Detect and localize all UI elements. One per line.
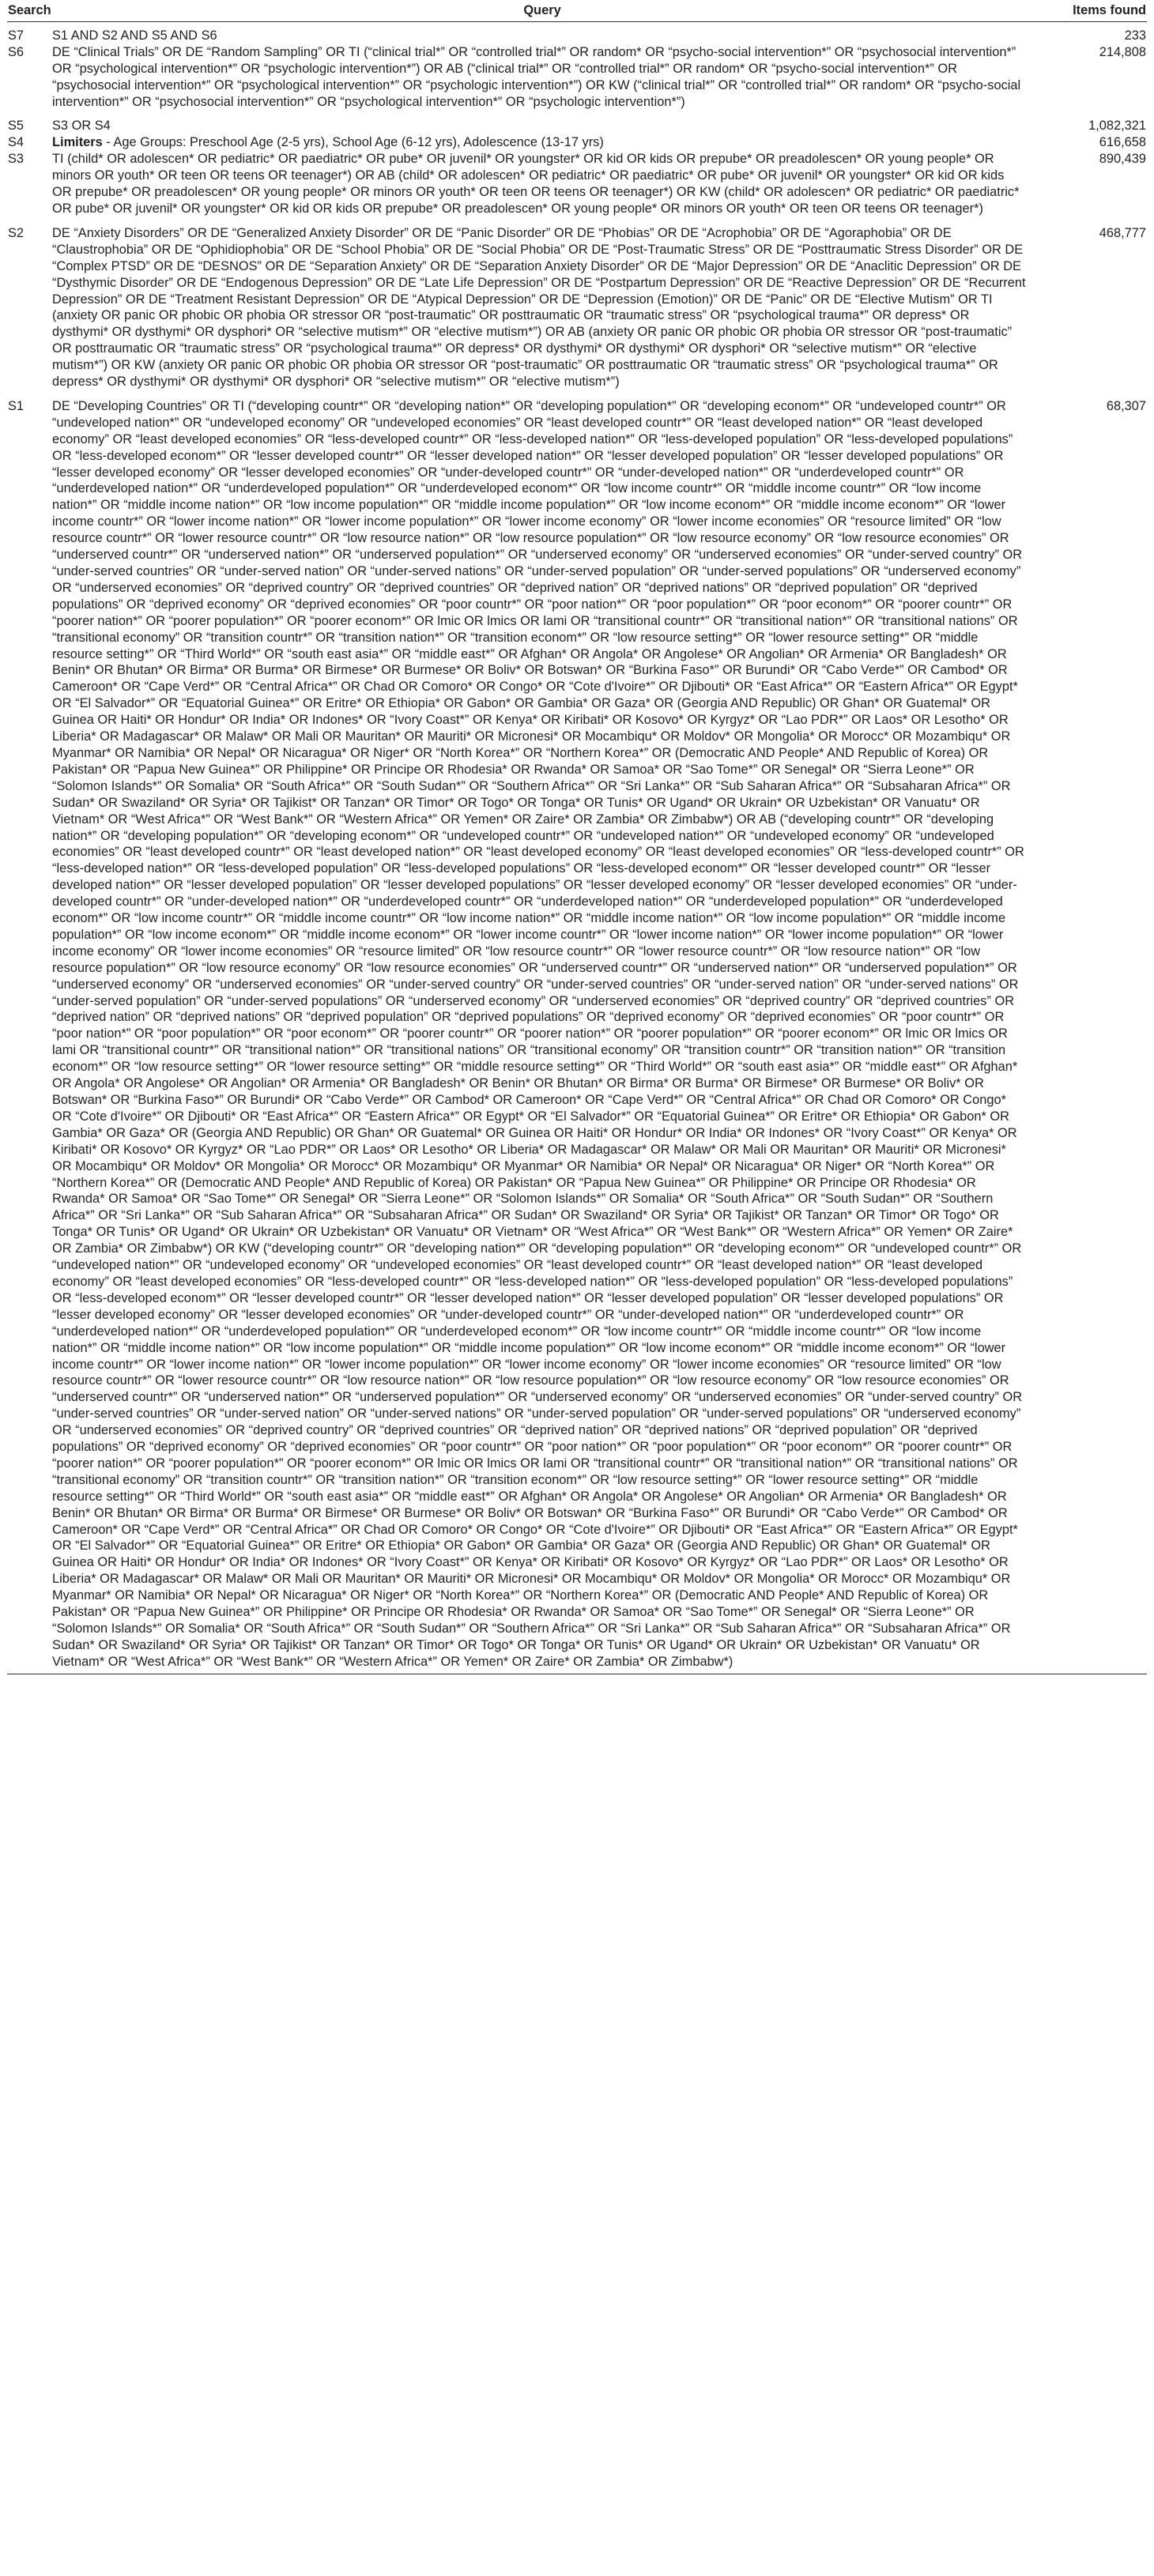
search-id: S4: [8, 135, 25, 150]
limiters-label: Limiters: [52, 135, 103, 150]
search-strategy-table: [7, 0, 1147, 1674]
table-row-s5: [7, 110, 1147, 134]
table-header: [7, 0, 1147, 21]
query-text: - Age Groups: Preschool Age (2-5 yrs), School Age (6-12 yrs), Adolescence (13-17 yrs): [102, 135, 604, 150]
query-cell: [52, 134, 1032, 151]
header-search: Search: [7, 0, 52, 21]
query-text: DE “Clinical Trials” OR DE “Random Sampling” OR TI (“clinical trial*” OR “controlled trial*” OR random* OR “psycho-social intervention*” OR “psychosocial intervention*” OR “psychological intervention*” OR “psychologic intervention*”) OR AB (“clinical trial*” OR “controlled trial*” OR random* OR “psycho-social intervention*” OR “psychosocial intervention*” OR “psychological intervention*” OR “psychologic intervention*”) OR KW (“clinical trial*” OR “controlled trial*” OR random* OR “psycho-social intervention*” OR “psychosocial intervention*” OR “psychological intervention*” OR “psychologic intervention*”): [52, 44, 1021, 109]
table-row-s7: [7, 21, 1147, 43]
items-count: 233: [1124, 28, 1146, 43]
query-text: DE “Developing Countries” OR TI (“developing countr*” OR “developing nation*” OR “developing population*” OR “developing econom*” OR “undeveloped countr*” OR “undeveloped nation*” OR “undeveloped economy” OR “undeveloped economies” OR “least developed countr*” OR “least developed nation*” OR “least developed economy” OR “least developed economies” OR “less-developed countr*” OR “less-developed nation*” OR “less-developed population” OR “less-developed populations” OR “less-developed econom*” OR “lesser developed countr*” OR “lesser developed nation*” OR “lesser developed population” OR “lesser developed populations” OR “lesser developed economy” OR “lesser developed economies” OR “under-developed countr*” OR “under-developed nation*” OR “underdeveloped countr*” OR “underdeveloped nation*” OR “underdeveloped population*” OR “underdeveloped econom*” OR “low income countr*” OR “middle income countr*” OR “low income nation*” OR “middle income nation*” OR “low income population*” OR “middle income population*” OR “low income econom*” OR “middle income econom*” OR “lower income countr*” OR “lower income nation*” OR “lower income population*” OR “lower income economy” OR “lower income economies” OR “resource limited” OR “low resource countr*” OR “lower resource countr*” OR “low resource nation*” OR “low resource population*” OR “low resource economy” OR “low resource economies” OR “underserved countr*” OR “underserved nation*” OR “underserved population*” OR “underserved economy” OR “underserved economies” OR “under-served country” OR “under-served countries” OR “under-served nation” OR “under-served nations” OR “under-served population” OR “under-served populations” OR “underserved economy” OR “underserved economies” OR “deprived country” OR “deprived countries” OR “deprived nation” OR “deprived nations” OR “deprived population” OR “deprived populations” OR “deprived economy” OR “deprived economies” OR “poor countr*” OR “poor nation*” OR “poor population*” OR “poor econom*” OR “poorer countr*” OR “poorer nation*” OR “poorer population*” OR “poorer econom*” OR lmic OR lmics OR lami OR “transitional countr*” OR “transitional nation*” OR “transitional nations” OR “transitional economy” OR “transition countr*” OR “transition nation*” OR “transition econom*” OR “low resource setting*” OR “lower resource setting*” OR “middle resource setting*” OR “Third World*” OR “south east asia*” OR “middle east*” OR Afghan* OR Angola* OR Angolese* OR Angolian* OR Armenia* OR Bangladesh* OR Benin* OR Bhutan* OR Birma* OR Burma* OR Birmese* OR Burmese* OR Boliv* OR Botswan* OR “Burkina Faso*” OR Burundi* OR “Cabo Verde*” OR Cambod* OR Cameroon* OR “Cape Verd*” OR “Central Africa*” OR Chad OR Comoro* OR Congo* OR “Cote d'Ivoire*” OR Djibouti* OR “East Africa*” OR “Eastern Africa*” OR Egypt* OR “El Salvador*” OR “Equatorial Guinea*” OR Eritre* OR Ethiopia* OR Gabon* OR Gambia* OR Gaza* OR (Georgia AND Republic) OR Ghan* OR Guatemal* OR Guinea OR Haiti* OR Hondur* OR India* OR Indones* OR “Ivory Coast*” OR Kenya* OR Kiribati* OR Kosovo* OR Kyrgyz* OR “Lao PDR*” OR Laos* OR Lesotho* OR Liberia* OR Madagascar* OR Malaw* OR Mali OR Mauritan* OR Mauriti* OR Micronesi* OR Mocambiqu* OR Moldov* OR Mongolia* OR Morocc* OR Mozambiqu* OR Myanmar* OR Namibia* OR Nepal* OR Nicaragua* OR Niger* OR “North Korea*” OR “Northern Korea*” OR (Democratic AND People* AND Republic of Korea) OR Pakistan* OR “Papua New Guinea*” OR Philippine* OR Principe OR Rhodesia* OR Rwanda* OR Samoa* OR “Sao Tome*” OR Senegal* OR “Sierra Leone*” OR “Solomon Islands*” OR Somalia* OR “South Africa*” OR “South Sudan*” OR “Southern Africa*” OR “Sri Lanka*” OR “Sub Saharan Africa*” OR “Subsaharan Africa*” OR Sudan* OR Swaziland* OR Syria* OR Tajikist* OR Tanzan* OR Timor* OR Togo* OR Tonga* OR Tunis* OR Ugand* OR Ukrain* OR Uzbekistan* OR Vanuatu* OR Vietnam* OR “West Africa*” OR “West Bank*” OR “Western Africa*” OR Yemen* OR Zaire* OR Zambia* OR Zimbabw*) OR AB (“developing countr*” OR “developing nation*” OR “developing population*” OR “developing econom*” OR “undeveloped countr*” OR “undeveloped nation*” OR “undeveloped economy” OR “undeveloped economies” OR “least developed countr*” OR “least developed nation*” OR “least developed economy” OR “least developed economies” OR “less-developed countr*” OR “less-developed nation*” OR “less-developed population” OR “less-developed populations” OR “less-developed econom*” OR “lesser developed countr*” OR “lesser developed nation*” OR “lesser developed population” OR “lesser developed populations” OR “lesser developed economy” OR “lesser developed economies” OR “under-developed countr*” OR “under-developed nation*” OR “underdeveloped countr*” OR “underdeveloped nation*” OR “underdeveloped population*” OR “underdeveloped econom*” OR “low income countr*” OR “middle income countr*” OR “low income nation*” OR “middle income nation*” OR “low income population*” OR “middle income population*” OR “low income econom*” OR “middle income econom*” OR “lower income countr*” OR “lower income nation*” OR “lower income population*” OR “lower income economy” OR “lower income economies” OR “resource limited” OR “low resource countr*” OR “lower resource countr*” OR “low resource nation*” OR “low resource population*” OR “low resource economy” OR “low resource economies” OR “underserved countr*” OR “underserved nation*” OR “underserved population*” OR “underserved economy” OR “underserved economies” OR “under-served country” OR “under-served countries” OR “under-served nation” OR “under-served nations” OR “under-served population” OR “under-served populations” OR “underserved economy” OR “underserved economies” OR “deprived country” OR “deprived countries” OR “deprived nation” OR “deprived nations” OR “deprived population” OR “deprived populations” OR “deprived economy” OR “deprived economies” OR “poor countr*” OR “poor nation*” OR “poor population*” OR “poor econom*” OR “poorer countr*” OR “poorer nation*” OR “poorer population*” OR “poorer econom*” OR lmic OR lmics OR lami OR “transitional countr*” OR “transitional nation*” OR “transitional nations” OR “transitional economy” OR “transition countr*” OR “transition nation*” OR “transition econom*” OR “low resource setting*” OR “lower resource setting*” OR “middle resource setting*” OR “Third World*” OR “south east asia*” OR “middle east*” OR Afghan* OR Angola* OR Angolese* OR Angolian* OR Armenia* OR Bangladesh* OR Benin* OR Bhutan* OR Birma* OR Burma* OR Birmese* OR Burmese* OR Boliv* OR Botswan* OR “Burkina Faso*” OR Burundi* OR “Cabo Verde*” OR Cambod* OR Cameroon* OR “Cape Verd*” OR “Central Africa*” OR Chad OR Comoro* OR Congo* OR “Cote d'Ivoire*” OR Djibouti* OR “East Africa*” OR “Eastern Africa*” OR Egypt* OR “El Salvador*” OR “Equatorial Guinea*” OR Eritre* OR Ethiopia* OR Gabon* OR Gambia* OR Gaza* OR (Georgia AND Republic) OR Ghan* OR Guatemal* OR Guinea OR Haiti* OR Hondur* OR India* OR Indones* OR “Ivory Coast*” OR Kenya* OR Kiribati* OR Kosovo* OR Kyrgyz* OR “Lao PDR*” OR Laos* OR Lesotho* OR Liberia* OR Madagascar* OR Malaw* OR Mali OR Mauritan* OR Mauriti* OR Micronesi* OR Mocambiqu* OR Moldov* OR Mongolia* OR Morocc* OR Mozambiqu* OR Myanmar* OR Namibia* OR Nepal* OR Nicaragua* OR Niger* OR “North Korea*” OR “Northern Korea*” OR (Democratic AND People* AND Republic of Korea) OR Pakistan* OR “Papua New Guinea*” OR Philippine* OR Principe OR Rhodesia* OR Rwanda* OR Samoa* OR “Sao Tome*” OR Senegal* OR “Sierra Leone*” OR “Solomon Islands*” OR Somalia* OR “South Africa*” OR “South Sudan*” OR “Southern Africa*” OR “Sri Lanka*” OR “Sub Saharan Africa*” OR “Subsaharan Africa*” OR Sudan* OR Swaziland* OR Syria* OR Tajikist* OR Tanzan* OR Timor* OR Togo* OR Tonga* OR Tunis* OR Ugand* OR Ukrain* OR Uzbekistan* OR Vanuatu* OR Vietnam* OR “West Africa*” OR “West Bank*” OR “Western Africa*” OR Yemen* OR Zaire* OR Zambia* OR Zimbabw*) OR KW (“developing countr*” OR “developing nation*” OR “developing population*” OR “developing econom*” OR “undeveloped countr*” OR “undeveloped nation*” OR “undeveloped economy” OR “undeveloped economies” OR “least developed countr*” OR “least developed nation*” OR “least developed economy” OR “least developed economies” OR “less-developed countr*” OR “less-developed nation*” OR “less-developed population” OR “less-developed populations” OR “less-developed econom*” OR “lesser developed countr*” OR “lesser developed nation*” OR “lesser developed population” OR “lesser developed populations” OR “lesser developed economy” OR “lesser developed economies” OR “under-developed countr*” OR “under-developed nation*” OR “underdeveloped countr*” OR “underdeveloped nation*” OR “underdeveloped population*” OR “underdeveloped econom*” OR “low income countr*” OR “middle income countr*” OR “low income nation*” OR “middle income nation*” OR “low income population*” OR “middle income population*” OR “low income econom*” OR “middle income econom*” OR “lower income countr*” OR “lower income nation*” OR “lower income population*” OR “lower income economy” OR “lower income economies” OR “resource limited” OR “low resource countr*” OR “lower resource countr*” OR “low resource nation*” OR “low resource population*” OR “low resource economy” OR “low resource economies” OR “underserved countr*” OR “underserved nation*” OR “underserved population*” OR “underserved economy” OR “underserved economies” OR “under-served country” OR “under-served countries” OR “under-served nation” OR “under-served nations” OR “under-served population” OR “under-served populations” OR “underserved economy” OR “underserved economies” OR “deprived country” OR “deprived countries” OR “deprived nation” OR “deprived nations” OR “deprived population” OR “deprived populations” OR “deprived economy” OR “deprived economies” OR “poor countr*” OR “poor nation*” OR “poor population*” OR “poor econom*” OR “poorer countr*” OR “poorer nation*” OR “poorer population*” OR “poorer econom*” OR lmic OR lmics OR lami OR “transitional countr*” OR “transitional nation*” OR “transitional nations” OR “transitional economy” OR “transition countr*” OR “transition nation*” OR “transition econom*” OR “low resource setting*” OR “lower resource setting*” OR “middle resource setting*” OR “Third World*” OR “south east asia*” OR “middle east*” OR Afghan* OR Angola* OR Angolese* OR Angolian* OR Armenia* OR Bangladesh* OR Benin* OR Bhutan* OR Birma* OR Burma* OR Birmese* OR Burmese* OR Boliv* OR Botswan* OR “Burkina Faso*” OR Burundi* OR “Cabo Verde*” OR Cambod* OR Cameroon* OR “Cape Verd*” OR “Central Africa*” OR Chad OR Comoro* OR Congo* OR “Cote d'Ivoire*” OR Djibouti* OR “East Africa*” OR “Eastern Africa*” OR Egypt* OR “El Salvador*” OR “Equatorial Guinea*” OR Eritre* OR Ethiopia* OR Gabon* OR Gambia* OR Gaza* OR (Georgia AND Republic) OR Ghan* OR Guatemal* OR Guinea OR Haiti* OR Hondur* OR India* OR Indones* OR “Ivory Coast*” OR Kenya* OR Kiribati* OR Kosovo* OR Kyrgyz* OR “Lao PDR*” OR Laos* OR Lesotho* OR Liberia* OR Madagascar* OR Malaw* OR Mali OR Mauritan* OR Mauriti* OR Micronesi* OR Mocambiqu* OR Moldov* OR Mongolia* OR Morocc* OR Mozambiqu* OR Myanmar* OR Namibia* OR Nepal* OR Nicaragua* OR Niger* OR “North Korea*” OR “Northern Korea*” OR (Democratic AND People* AND Republic of Korea) OR Pakistan* OR “Papua New Guinea*” OR Philippine* OR Principe OR Rhodesia* OR Rwanda* OR Samoa* OR “Sao Tome*” OR Senegal* OR “Sierra Leone*” OR “Solomon Islands*” OR Somalia* OR “South Africa*” OR “South Sudan*” OR “Southern Africa*” OR “Sri Lanka*” OR “Sub Saharan Africa*” OR “Subsaharan Africa*” OR Sudan* OR Swaziland* OR Syria* OR Tajikist* OR Tanzan* OR Timor* OR Togo* OR Tonga* OR Tunis* OR Ugand* OR Ukrain* OR Uzbekistan* OR Vanuatu* OR Vietnam* OR “West Africa*” OR “West Bank*” OR “Western Africa*” OR Yemen* OR Zaire* OR Zambia* OR Zimbabw*): [52, 390, 1032, 1674]
table-row-s1: [7, 390, 1147, 1674]
table-body: [7, 21, 1147, 1674]
query-text: DE “Anxiety Disorders” OR DE “Generalized Anxiety Disorder” OR DE “Panic Disorder” OR DE “Phobias” OR DE “Acrophobia” OR DE “Agoraphobia” OR DE “Claustrophobia” OR DE “Ophidiophobia” OR DE “School Phobia” OR DE “Social Phobia” OR DE “Post-Traumatic Stress” OR DE “Posttraumatic Stress Disorder” OR DE “Complex PTSD” OR DE “DESNOS” OR DE “Separation Anxiety” OR DE “Separation Anxiety Disorder” OR DE “Major Depression” OR DE “Anaclitic Depression” OR DE “Dysthymic Disorder” OR DE “Endogenous Depression” OR DE “Late Life Depression” OR DE “Postpartum Depression” OR DE “Reactive Depression” OR DE “Recurrent Depression” OR DE “Treatment Resistant Depression” OR DE “Atypical Depression” OR DE “Depression (Emotion)” OR DE “Panic” OR DE “Elective Mutism” OR TI (anxiety OR panic OR phobic OR phobia OR stressor OR “post-traumatic” OR posttraumatic OR “traumatic stress” OR “psychological trauma*” OR depress* OR dysthymi* OR dysthymi* OR dysphori* OR “selective mutism*” OR “elective mutism*”) OR AB (anxiety OR panic OR phobic OR phobia OR stressor OR “post-traumatic” OR posttraumatic OR “traumatic stress” OR “psychological trauma*” OR depress* OR dysthymi* OR dysthymi* OR dysphori* OR “selective mutism*” OR “elective mutism*”) OR KW (anxiety OR panic OR phobic OR phobia OR stressor OR “post-traumatic” OR posttraumatic OR “traumatic stress” OR “psychological trauma*” OR depress* OR dysthymi* OR dysthymi* OR dysphori* OR “selective mutism*” OR “elective mutism*”): [52, 225, 1026, 390]
search-id: S7: [8, 28, 25, 43]
search-id: S2: [8, 225, 25, 240]
items-count: 68,307: [1032, 390, 1147, 1674]
table-row-s3: [7, 151, 1147, 217]
items-count: 616,658: [1099, 135, 1146, 150]
table-row-s2: [7, 217, 1147, 390]
query-text: S1 AND S2 AND S5 AND S6: [52, 28, 217, 43]
search-id: S1: [7, 390, 52, 1674]
query-text: S3 OR S4: [52, 119, 111, 134]
table-row-s6: [7, 44, 1147, 111]
items-count: 1,082,321: [1088, 119, 1146, 134]
items-count: 214,808: [1099, 44, 1146, 59]
header-row: [7, 0, 1147, 21]
query-text: TI (child* OR adolescen* OR pediatric* OR paediatric* OR pube* OR juvenil* OR youngster* OR kid OR kids OR prepube* OR preadolescen* OR young people* OR minors OR youth* OR teen OR teens OR teenager*) OR AB (child* OR adolescen* OR pediatric* OR paediatric* OR pube* OR juvenil* OR youngster* OR kid OR kids OR prepube* OR preadolescen* OR young people* OR minors OR youth* OR teen OR teens OR teenager*) OR KW (child* OR adolescen* OR pediatric* OR paediatric* OR pube* OR juvenil* OR youngster* OR kid OR kids OR prepube* OR preadolescen* OR young people* OR minors OR youth* OR teen OR teens OR teenager*): [52, 152, 1020, 216]
search-id: S6: [8, 44, 25, 59]
search-id: S5: [8, 119, 25, 134]
items-count: 468,777: [1099, 225, 1146, 240]
header-items-found: Items found: [1032, 0, 1147, 21]
table-row-s4: [7, 134, 1147, 151]
header-query: Query: [52, 0, 1032, 21]
search-id: S3: [8, 152, 25, 167]
items-count: 890,439: [1099, 152, 1146, 167]
